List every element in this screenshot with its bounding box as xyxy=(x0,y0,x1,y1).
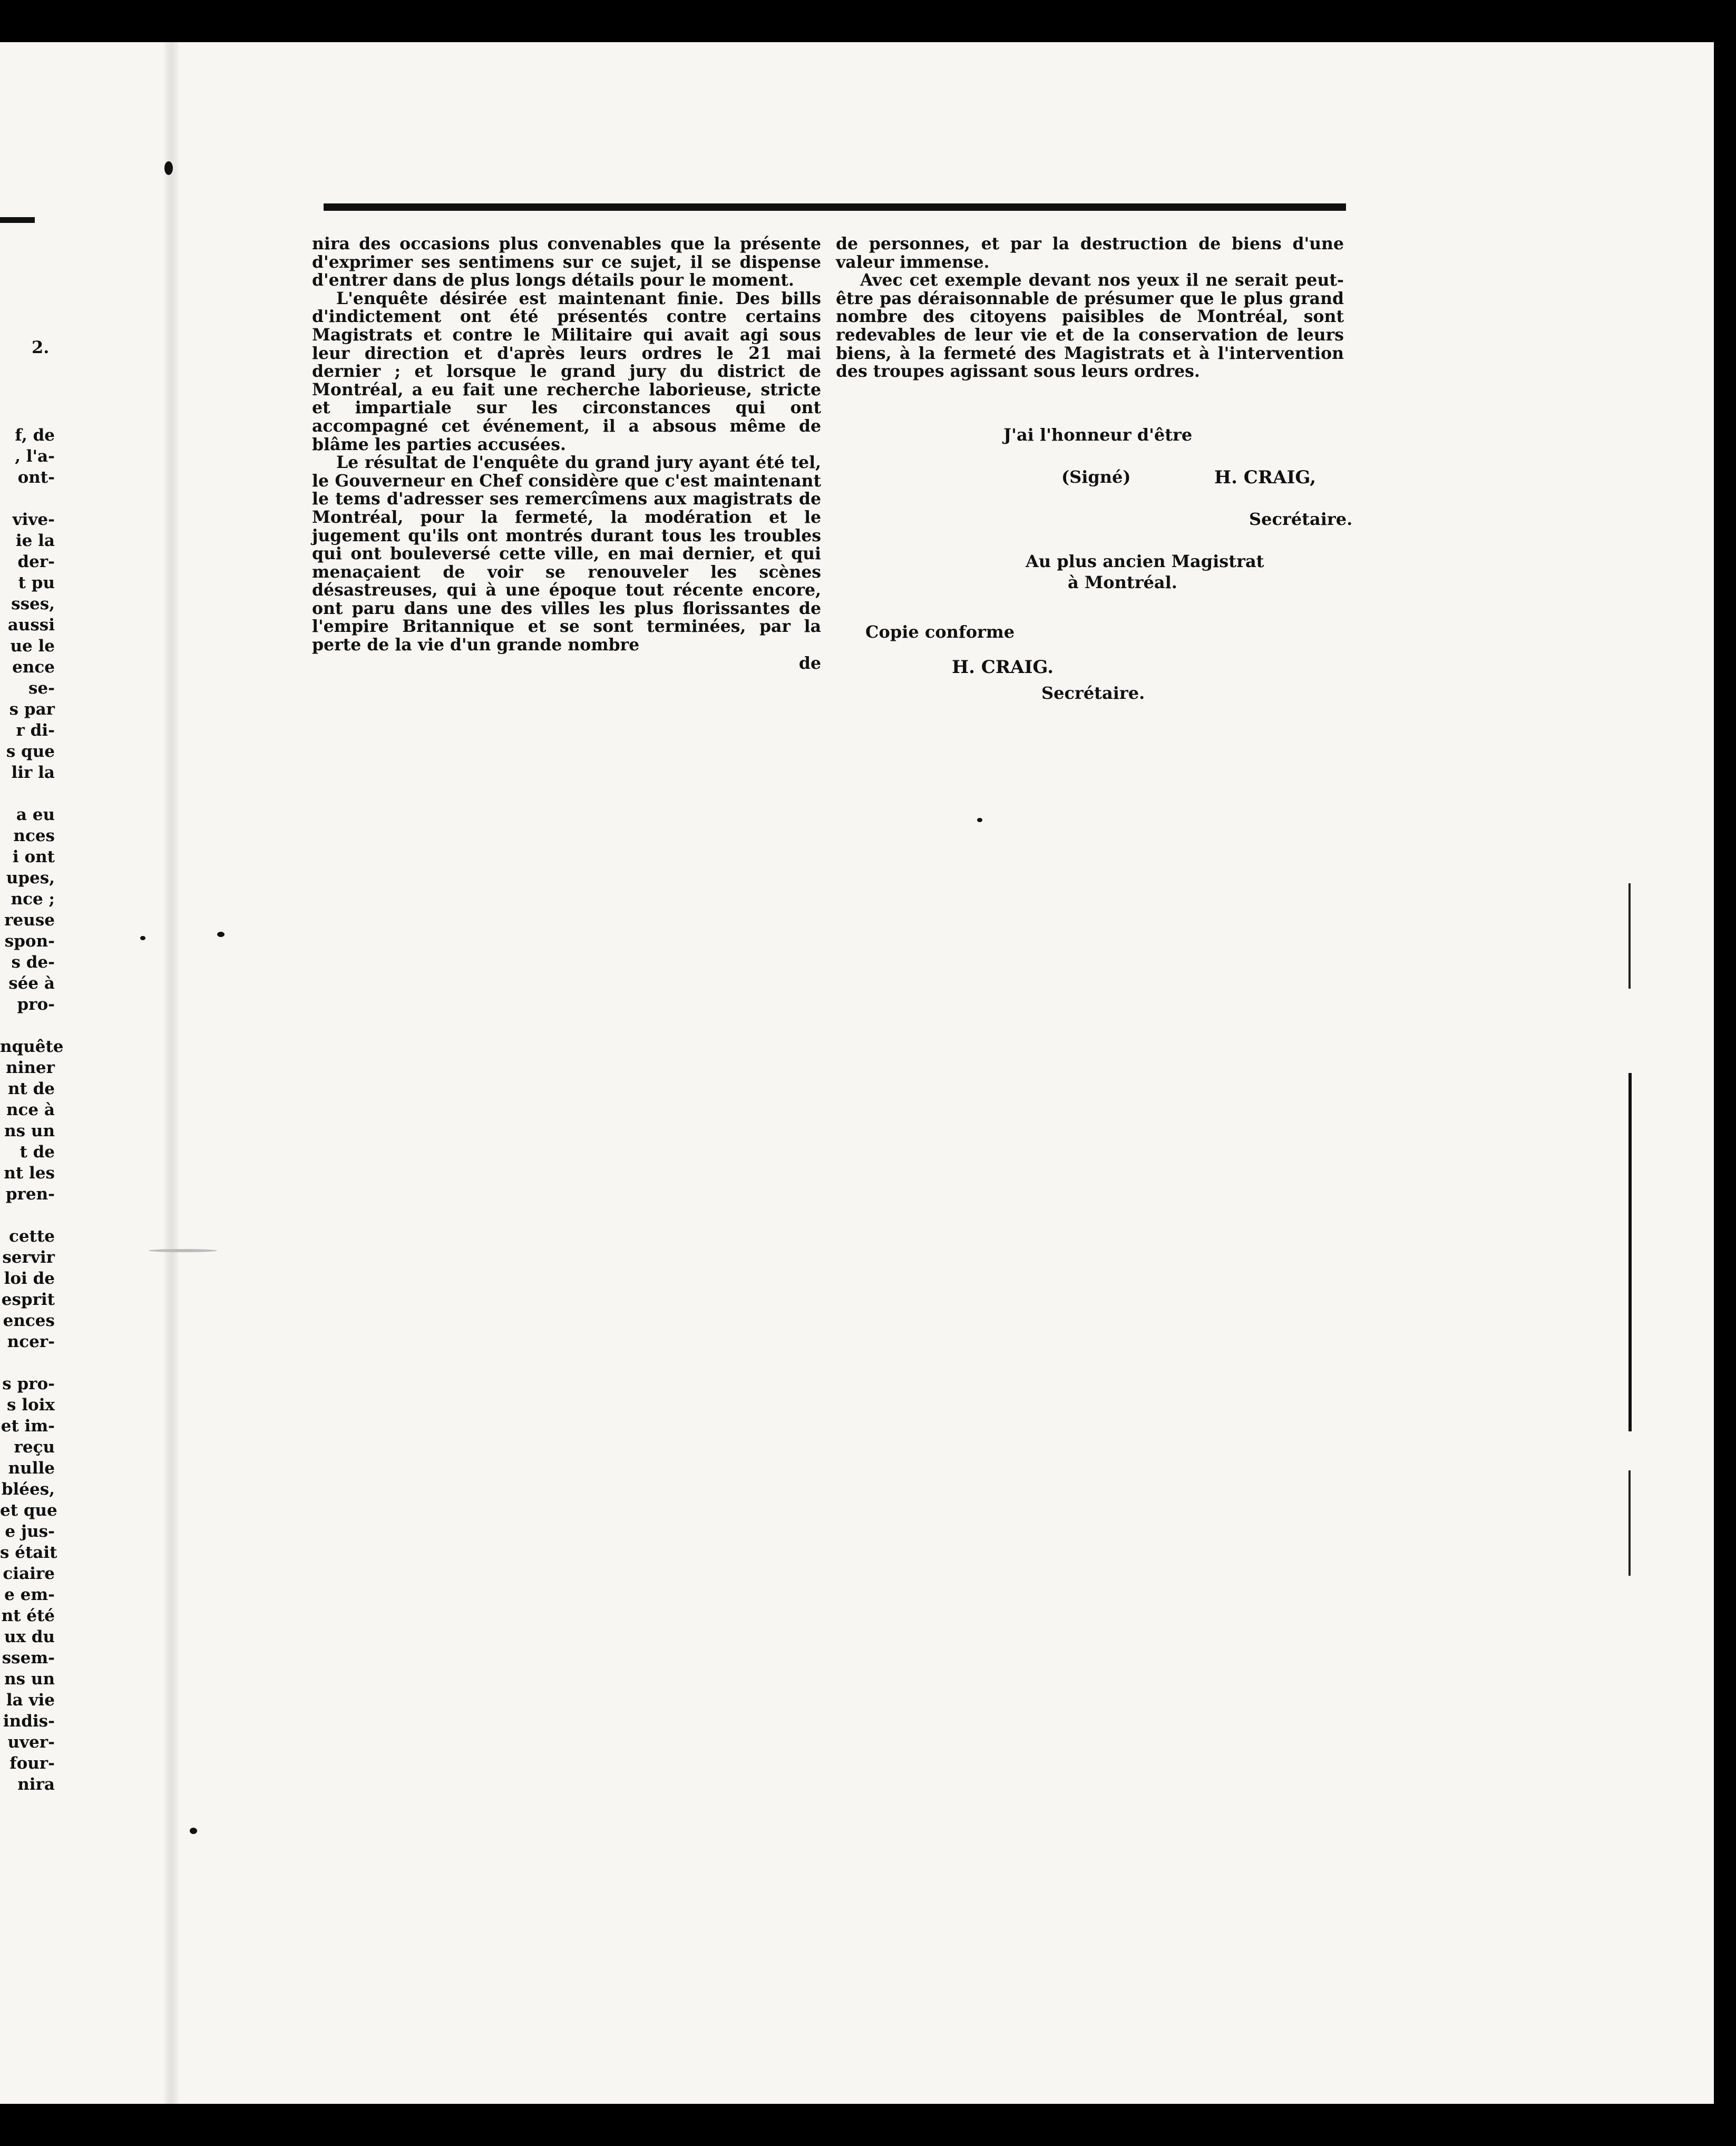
left-page-fragment: a eu xyxy=(16,805,55,824)
binding-speck xyxy=(164,161,173,175)
left-page-fragment: nt de xyxy=(7,1079,55,1098)
left-page-fragment: , l'a- xyxy=(15,447,55,466)
signed-label: (Signé) xyxy=(1061,467,1131,487)
closing-line: J'ai l'honneur d'être xyxy=(1003,425,1193,445)
binding-speck xyxy=(190,1828,197,1834)
left-page-fragment: et que xyxy=(0,1501,57,1520)
signer-title: Secrétaire. xyxy=(1249,509,1353,529)
left-column xyxy=(312,235,821,672)
left-page-fragment: nquête xyxy=(0,1037,64,1056)
copy-title: Secrétaire. xyxy=(1041,683,1145,703)
left-page-fragment: se- xyxy=(28,679,55,698)
left-page-fragment: ont- xyxy=(17,468,55,487)
left-page-fragment: i ont xyxy=(12,847,55,866)
header-rule xyxy=(324,203,1346,211)
left-page-fragment: blées, xyxy=(1,1480,55,1499)
left-page-fragment xyxy=(0,783,55,804)
left-page-fragment: la vie xyxy=(6,1691,55,1710)
left-page-fragment: s que xyxy=(6,742,55,761)
page-edge-tab xyxy=(1628,1470,1667,1576)
left-page-fragment: indis- xyxy=(3,1712,55,1731)
left-page-fragment: reuse xyxy=(4,911,55,930)
left-page-fragment: esprit xyxy=(1,1290,55,1309)
left-page-fragment: cette xyxy=(9,1227,55,1246)
left-page-fragment: nce ; xyxy=(11,890,55,909)
left-page-fragment xyxy=(0,488,55,509)
copy-signer: H. CRAIG. xyxy=(952,657,1054,678)
left-page-fragment: pren- xyxy=(5,1185,55,1204)
left-page-fragment: t pu xyxy=(18,573,55,592)
left-page-fragment: spon- xyxy=(4,932,55,951)
addressee-line-2: à Montréal. xyxy=(1068,572,1177,592)
paragraph: Le résultat de l'enquête du grand jury ayant été tel, le Gouverneur en Chef considère que c'est maintenant le tems d'adresser ses remercîmens aux magistrats de Montréal, pour la fermeté, la modération et le jugement qu'ils ont montrés durant tous les troubles qui ont bouleversé cette ville, en mai dernier, et qui menaçaient de voir se renouveler les scènes désastreuses, qui à une époque tout récente encore, ont paru dans une des villes les plus florissantes de l'empire Britannique et se sont terminées, par la perte de la vie d'un grande nombre xyxy=(312,453,821,655)
left-page-fragment: uver- xyxy=(7,1733,55,1752)
binding-speck xyxy=(977,818,982,822)
left-page-fragment: ns un xyxy=(4,1670,55,1689)
page-edge-tab xyxy=(1628,1073,1669,1431)
left-page-fragment: nulle xyxy=(8,1459,55,1478)
left-page-fragment: ncer- xyxy=(7,1332,55,1351)
paragraph: nira des occasions plus convenables que la présente d'exprimer ses sentimens sur ce sujet, il se dispense d'entrer dans de plus longs détails pour le moment. xyxy=(312,234,821,290)
left-page-fragment: e jus- xyxy=(5,1522,55,1541)
left-page-fragment: sée à xyxy=(8,974,55,993)
left-page-fragment: ns un xyxy=(4,1121,55,1140)
left-page-fragment: et im- xyxy=(1,1417,55,1436)
left-page-fragment: ciaire xyxy=(3,1564,55,1583)
page-edge-tab xyxy=(1628,883,1667,989)
left-page-heading-fragment: 2. xyxy=(32,337,50,357)
left-page-fragment: s était xyxy=(0,1543,57,1562)
left-page-fragment xyxy=(0,1205,55,1226)
left-page-fragment: nt les xyxy=(4,1164,55,1183)
left-page-fragment: nce à xyxy=(6,1100,55,1119)
left-page-fragment: sses, xyxy=(11,594,55,613)
addressee-line-1: Au plus ancien Magistrat xyxy=(1026,551,1264,571)
left-page-fragment: upes, xyxy=(6,869,55,887)
binding-speck xyxy=(217,932,225,937)
left-page-fragment: s loix xyxy=(7,1396,55,1415)
left-page-fragment: f, de xyxy=(15,426,55,445)
page-fold xyxy=(164,42,178,2104)
left-page-fragment: lir la xyxy=(11,763,55,782)
copy-label: Copie conforme xyxy=(865,622,1015,642)
left-page-fragment: nces xyxy=(13,826,55,845)
left-page-fragment: ssem- xyxy=(2,1648,55,1667)
left-page-fragment: servir xyxy=(2,1248,55,1267)
binding-speck xyxy=(140,936,145,940)
left-page-rule xyxy=(0,217,35,223)
left-page-fragment xyxy=(0,1015,55,1036)
left-page-fragment xyxy=(0,1352,55,1373)
left-page-fragment: pro- xyxy=(17,995,55,1014)
left-page-fragment: niner xyxy=(6,1058,55,1077)
left-page-fragment: four- xyxy=(9,1754,55,1773)
left-page-fragment: ence xyxy=(12,658,55,677)
left-page-fragment: ie la xyxy=(15,531,55,550)
left-page-fragment: loi de xyxy=(4,1269,55,1288)
left-page-fragment: der- xyxy=(17,552,55,571)
paragraph: Avec cet exemple devant nos yeux il ne serait peut-être pas déraisonnable de présumer que le plus grand nombre des citoyens paisibles de Montréal, sont redevables de leur vie et de la conservation de leurs biens, à la fermeté des Magistrats et à l'intervention des troupes agissant sous leurs ordres. xyxy=(836,270,1344,382)
left-page-fragment: ue le xyxy=(10,637,55,656)
left-page-fragment: r di- xyxy=(16,721,55,740)
left-page-fragment: e em- xyxy=(4,1585,55,1604)
left-page-fragment: nira xyxy=(17,1775,55,1794)
binding-speck xyxy=(149,1249,217,1252)
left-page-fragment: s pro- xyxy=(2,1374,55,1393)
left-page-fragment: ences xyxy=(3,1311,55,1330)
left-page-fragment: nt été xyxy=(1,1606,55,1625)
catchword: de xyxy=(798,653,821,673)
signer-name: H. CRAIG, xyxy=(1214,467,1316,488)
left-page-fragment: t de xyxy=(19,1143,55,1162)
paragraph: de personnes, et par la destruction de biens d'une valeur immense. xyxy=(836,234,1344,272)
left-page-fragment: vive- xyxy=(12,510,55,529)
right-column xyxy=(836,235,1344,381)
left-page-fragments xyxy=(0,425,64,1795)
left-page-fragment: ux du xyxy=(4,1627,55,1646)
left-page-fragment: s de- xyxy=(11,953,55,972)
paragraph: L'enquête désirée est maintenant finie. Des bills d'indictement ont été présentés contre certains Magistrats et contre le Militaire qui avait agi sous leur direction et d'après leurs ordres le 21 mai dernier ; et lorsque le grand jury du district de Montréal, a eu fait une recherche laborieuse, stricte et impartiale sur les circonstances qui ont accompagné cet événement, il a absous même de blâme les parties accusées. xyxy=(312,288,821,454)
left-page-fragment: s par xyxy=(9,700,55,719)
left-page-fragment: reçu xyxy=(14,1438,55,1457)
left-page-fragment: aussi xyxy=(7,616,55,635)
